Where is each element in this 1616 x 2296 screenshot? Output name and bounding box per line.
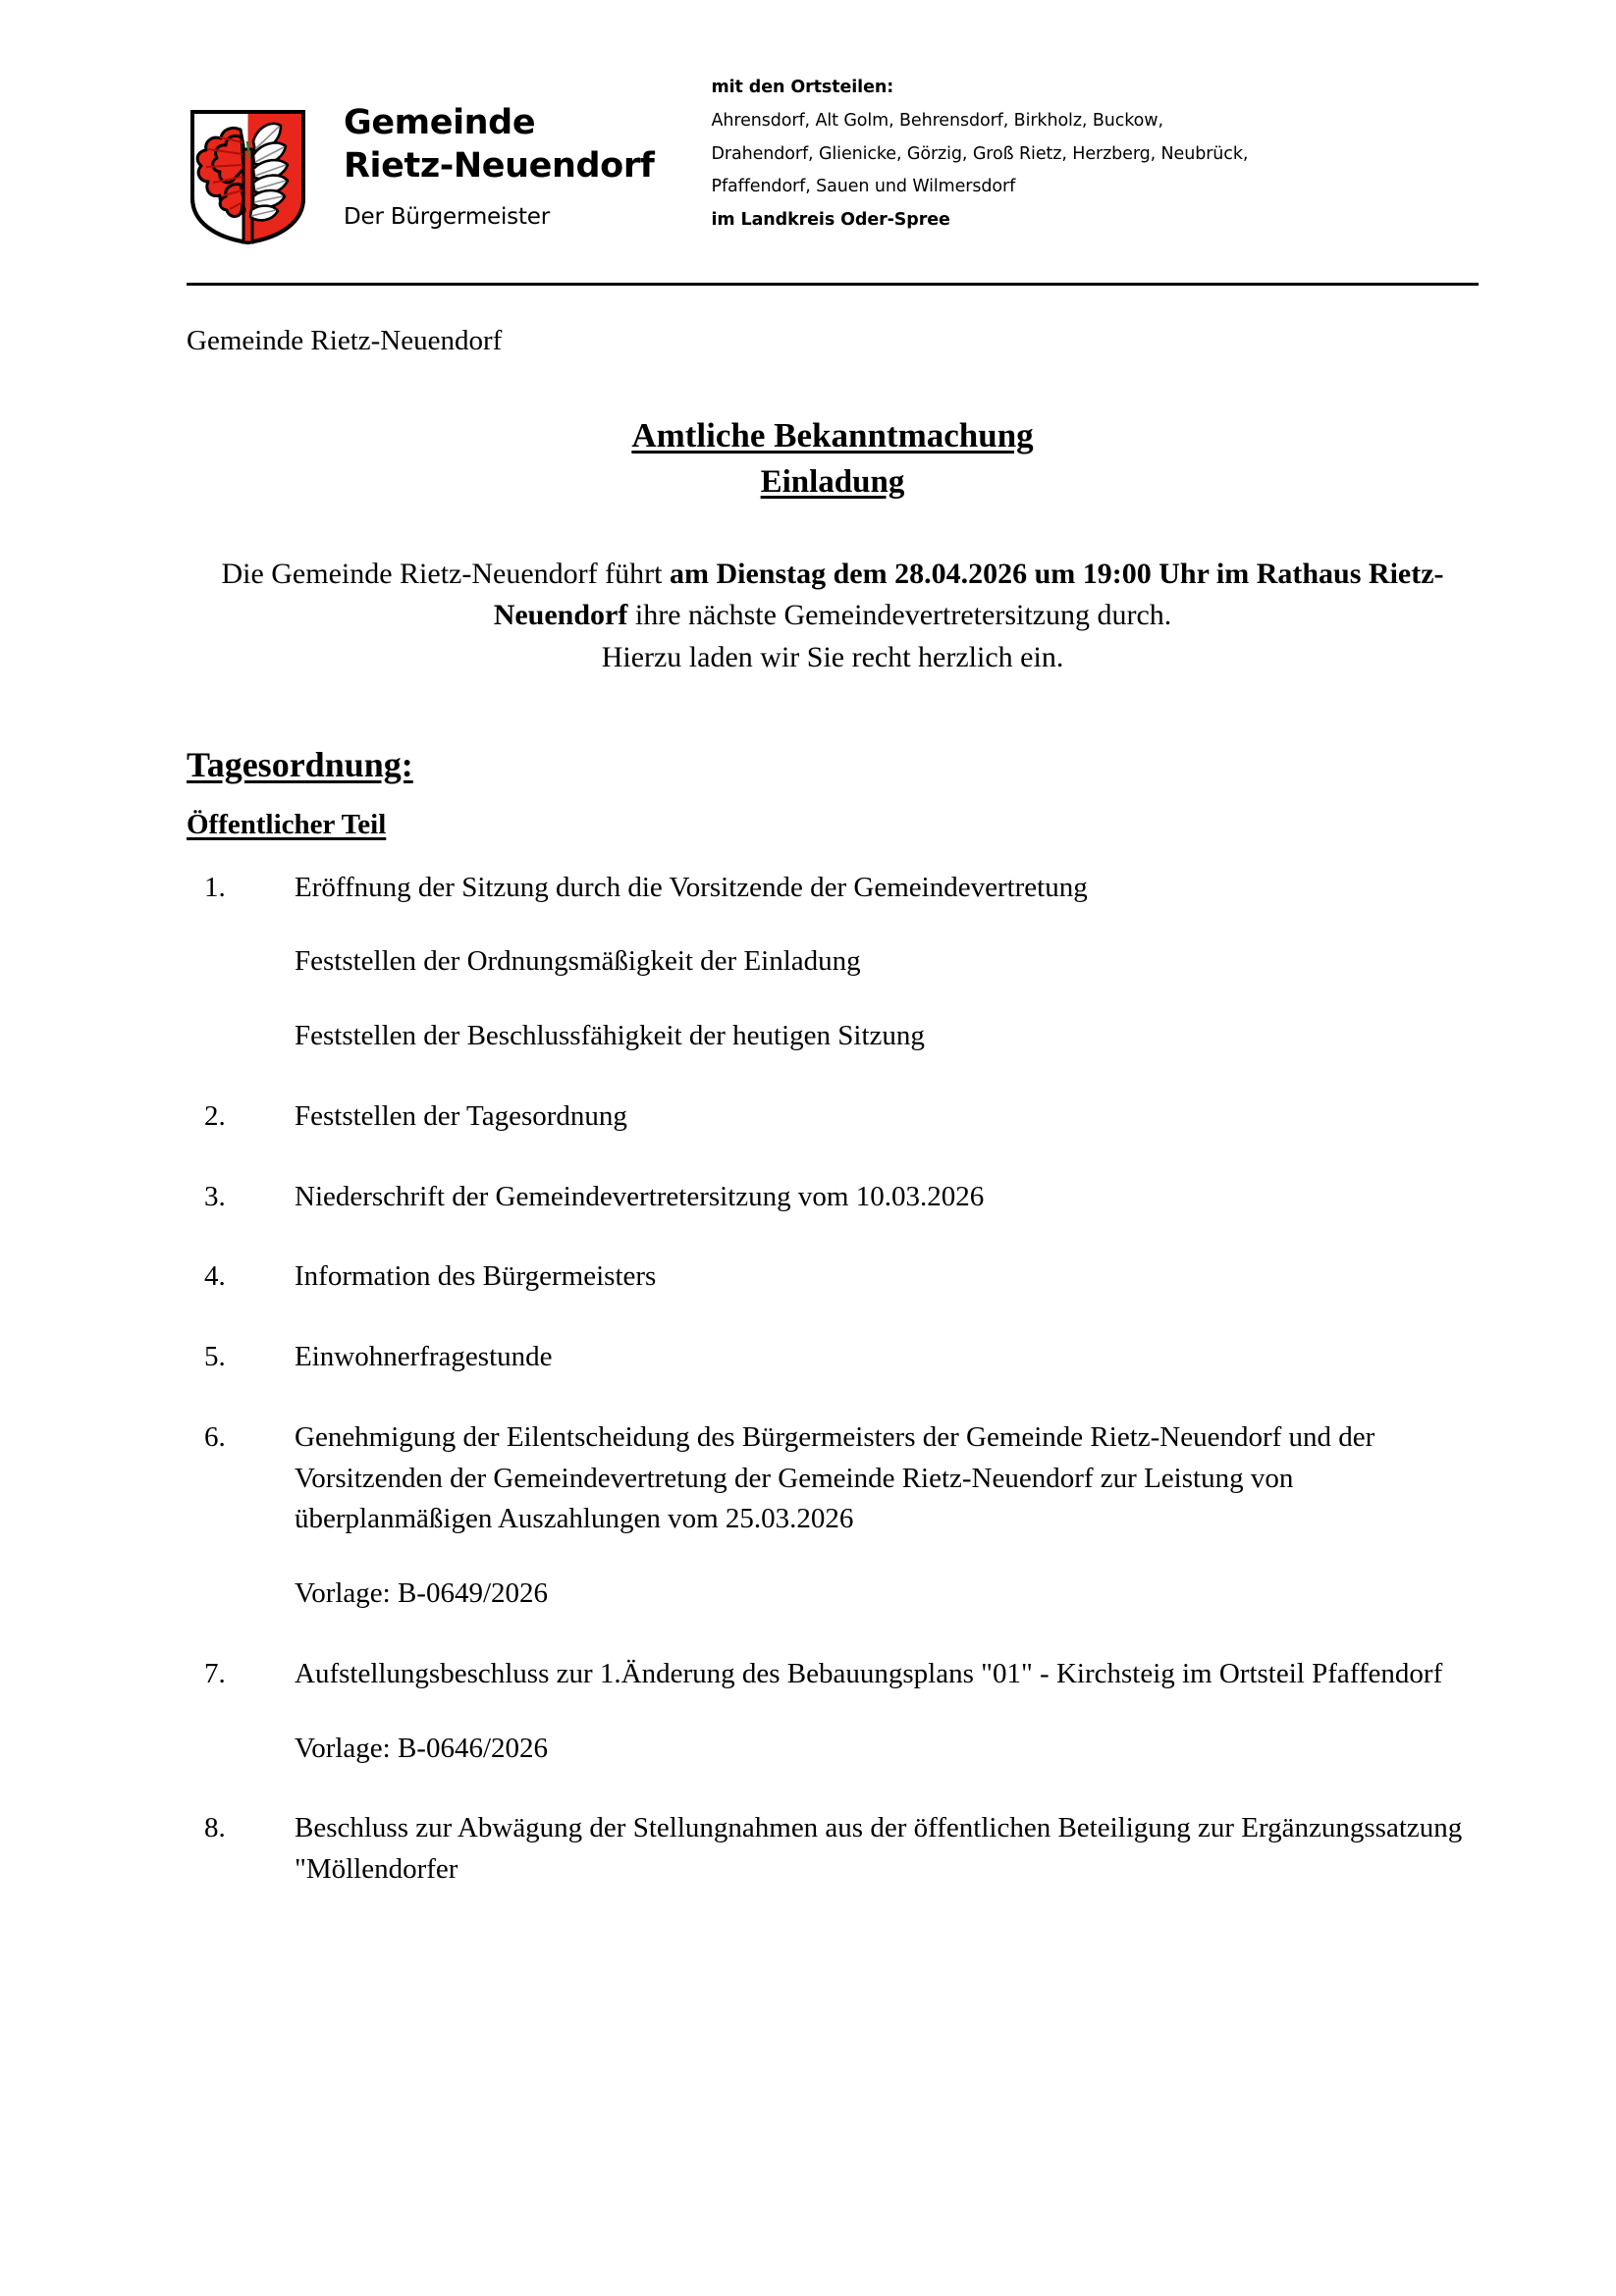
agenda-item: [187, 1337, 1479, 1378]
agenda-item-text: Niederschrift der Gemeindevertretersitzung vom 10.03.2026: [295, 1180, 985, 1212]
page-subtitle: [187, 462, 1479, 502]
agenda-item-text: Eröffnung der Sitzung durch die Vorsitzende der Gemeindevertretung: [295, 871, 1088, 903]
agenda-item-text: Genehmigung der Eilentscheidung des Bürgermeisters der Gemeinde Rietz-Neuendorf und der Vorsitzenden der Gemeindevertretung der Gemeinde Rietz-Neuendorf zur Leistung von überplanmäßigen Auszahlungen vom 25.03.2026: [295, 1420, 1375, 1535]
ortsteile-block: [655, 54, 1479, 238]
invitation-part-1: Die Gemeinde Rietz-Neuendorf führt: [221, 557, 670, 590]
coat-of-arms-icon: [187, 108, 309, 245]
agenda-heading: [187, 744, 1479, 786]
ortsteile-label: mit den Ortsteilen:: [711, 78, 894, 97]
agenda-item-number: 1.: [204, 871, 226, 903]
invitation-closing: Hierzu laden wir Sie recht herzlich ein.: [601, 640, 1064, 673]
agenda-item: [187, 1177, 1479, 1218]
agenda-item-body: [295, 1256, 1479, 1298]
invitation-paragraph: [187, 554, 1479, 679]
brand-block: [309, 54, 655, 233]
letterhead: [187, 54, 1479, 245]
agenda-item: [187, 1417, 1479, 1615]
brand-subtitle: Der Bürgermeister: [344, 203, 550, 230]
agenda-item-text: Information des Bürgermeisters: [295, 1260, 657, 1293]
agenda-subheading: [187, 808, 1479, 842]
agenda-item-body: [295, 868, 1479, 1057]
agenda-item: [187, 868, 1479, 1057]
page-subtitle-text: Einladung: [760, 464, 905, 501]
crest-container: [187, 54, 309, 245]
agenda-item-body: [295, 1808, 1479, 1891]
agenda-item-vorlage: Vorlage: B-0646/2026: [295, 1732, 549, 1764]
agenda-item: [187, 1256, 1479, 1298]
agenda-heading-text: Tagesordnung:: [187, 744, 413, 784]
agenda-item-number: 8.: [204, 1812, 226, 1844]
agenda-item-number: 7.: [204, 1657, 226, 1689]
agenda-item-text: Beschluss zur Abwägung der Stellungnahmen aus der öffentlichen Beteiligung zur Ergänzungssatzung "Möllendorfer: [295, 1812, 1463, 1885]
invitation-part-2: ihre nächste Gemeindevertretersitzung durch.: [627, 599, 1172, 632]
agenda-item-number: 4.: [204, 1260, 226, 1293]
brand-line-1: Gemeinde: [344, 103, 536, 142]
ortsteile-district: im Landkreis Oder-Spree: [711, 210, 950, 231]
header-divider: [187, 283, 1479, 286]
agenda-item: [187, 1808, 1479, 1891]
agenda-item-vorlage: Vorlage: B-0649/2026: [295, 1577, 549, 1609]
page-title: [187, 415, 1479, 457]
agenda-item-number: 3.: [204, 1180, 226, 1212]
agenda-item: [187, 1096, 1479, 1138]
agenda-item-number: 6.: [204, 1420, 226, 1453]
document-body: [187, 324, 1479, 1930]
ortsteile-line-2: Drahendorf, Glienicke, Görzig, Groß Rietz, Herzberg, Neubrück,: [711, 143, 1249, 164]
agenda-item-body: [295, 1337, 1479, 1378]
agenda-item-text: Aufstellungsbeschluss zur 1.Änderung des Bebauungsplans "01" - Kirchsteig im Ortsteil Pfaffendorf: [295, 1657, 1443, 1689]
invitation-datetime: am Dienstag dem 28.04.2026 um 19:00 Uhr im Rathaus Rietz-Neuendorf: [493, 557, 1444, 632]
agenda-item-text: Feststellen der Tagesordnung: [295, 1099, 627, 1132]
agenda-item-body: [295, 1177, 1479, 1218]
agenda-item-text: Einwohnerfragestunde: [295, 1341, 553, 1372]
brand-line-2: Rietz-Neuendorf: [344, 146, 655, 187]
agenda-subheading-text: Öffentlicher Teil: [187, 808, 387, 840]
agenda-item-body: [295, 1417, 1479, 1615]
page-title-text: Amtliche Bekanntmachung: [631, 415, 1034, 454]
agenda-item-body: [295, 1096, 1479, 1138]
agenda-item-text: Feststellen der Ordnungsmäßigkeit der Einladung: [295, 945, 861, 978]
agenda-item-body: [295, 1654, 1479, 1770]
agenda-item-text: Feststellen der Beschlussfähigkeit der heutigen Sitzung: [295, 1020, 925, 1051]
agenda-item-number: 2.: [204, 1099, 226, 1132]
ortsteile-line-1: Ahrensdorf, Alt Golm, Behrensdorf, Birkholz, Buckow,: [711, 110, 1163, 131]
agenda-list: [187, 868, 1479, 1891]
sender-line: Gemeinde Rietz-Neuendorf: [187, 325, 503, 356]
agenda-item: [187, 1654, 1479, 1770]
agenda-item-number: 5.: [204, 1341, 226, 1372]
ortsteile-line-3: Pfaffendorf, Sauen und Wilmersdorf: [711, 177, 1016, 197]
